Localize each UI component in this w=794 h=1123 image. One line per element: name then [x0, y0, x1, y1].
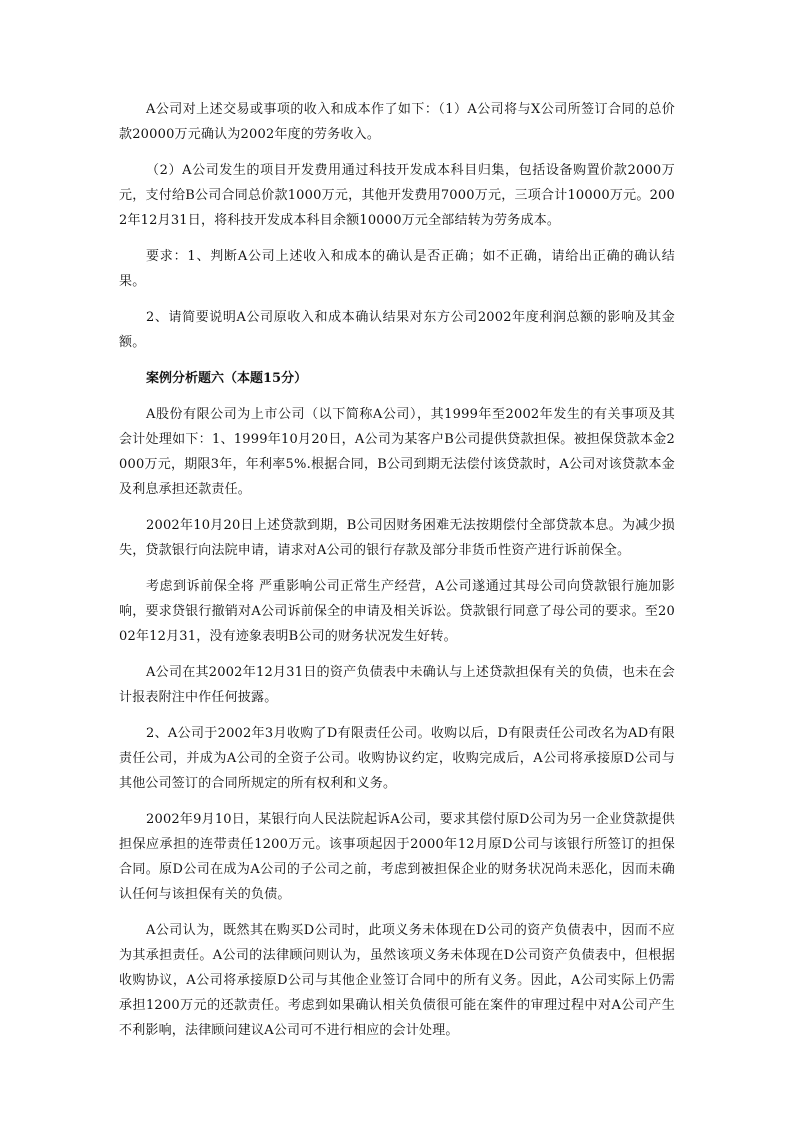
paragraph-case-intro: A股份有限公司为上市公司（以下简称A公司），其1999年至2002年发生的有关事项及其会计处理如下：1、1999年10月20日，A公司为某客户B公司提供贷款担保。被担保贷款本金2000万元，期限3年，年利率5%.根据合同，B公司到期无法偿付该贷款时，A公司对该贷款本金及利息承担还款责任。: [119, 407, 675, 497]
document-page: [119, 97, 675, 1054]
paragraph-legal-opinion: A公司认为，既然其在购买D公司时，此项义务未体现在D公司的资产负债表中，因而不应为其承担责任。A公司的法律顾问则认为，虽然该项义务未体现在D公司资产负债表中，但根据收购协议，A公司将承接原D公司与其他企业签订合同中的所有义务。因此，A公司实际上仍需承担1200万元的还款责任。考虑到如果确认相关负债很可能在案件的审理过程中对A公司产生不利影响，法律顾问建议A公司可不进行相应的会计处理。: [119, 923, 675, 1038]
paragraph-development-costs: （2）A公司发生的项目开发费用通过科技开发成本科目归集，包括设备购置价款2000万元，支付给B公司合同总价款1000万元，其他开发费用7000万元，三项合计10000万元。2002年12月31日，将科技开发成本科目余额10000万元全部结转为劳务成本。: [119, 163, 675, 228]
paragraph-acquisition: 2、A公司于2002年3月收购了D有限责任公司。收购以后，D有限责任公司改名为AD有限责任公司，并成为A公司的全资子公司。收购协议约定，收购完成后，A公司将承接原D公司与其他公司签订的合同所规定的所有权利和义务。: [119, 726, 675, 791]
paragraph-balance-sheet: A公司在其2002年12月31日的资产负债表中未确认与上述贷款担保有关的负债，也未在会计报表附注中作任何披露。: [119, 665, 675, 705]
section-heading: 案例分析题六（本题15分）: [146, 371, 308, 386]
paragraph-revenue-recognition: A公司对上述交易或事项的收入和成本作了如下：（1）A公司将与X公司所签订合同的总价款20000万元确认为2002年度的劳务收入。: [119, 102, 675, 142]
paragraph-loan-maturity: 2002年10月20日上述贷款到期，B公司因财务困难无法按期偿付全部贷款本息。为减少损失，贷款银行向法院申请，请求对A公司的银行存款及部分非货币性资产进行诉前保全。: [119, 518, 675, 558]
paragraph-preservation: 考虑到诉前保全将 严重影响公司正常生产经营，A公司遂通过其母公司向贷款银行施加影响，要求贷银行撤销对A公司诉前保全的申请及相关诉讼。贷款银行同意了母公司的要求。至2002年12月31，没有迹象表明B公司的财务状况发生好转。: [119, 579, 675, 644]
paragraph-lawsuit: 2002年9月10日，某银行向人民法院起诉A公司，要求其偿付原D公司为另一企业贷款提供担保应承担的连带责任1200万元。该事项起因于2000年12月原D公司与该银行所签订的担保合同。原D公司在成为A公司的子公司之前，考虑到被担保企业的财务状况尚未恶化，因而未确认任何与该担保有关的负债。: [119, 812, 675, 902]
paragraph-requirement-2: 2、请简要说明A公司原收入和成本确认结果对东方公司2002年度利润总额的影响及其金额。: [119, 310, 675, 350]
paragraph-requirement-1: 要求：1、判断A公司上述收入和成本的确认是否正确；如不正确，请给出正确的确认结果。: [119, 249, 675, 289]
